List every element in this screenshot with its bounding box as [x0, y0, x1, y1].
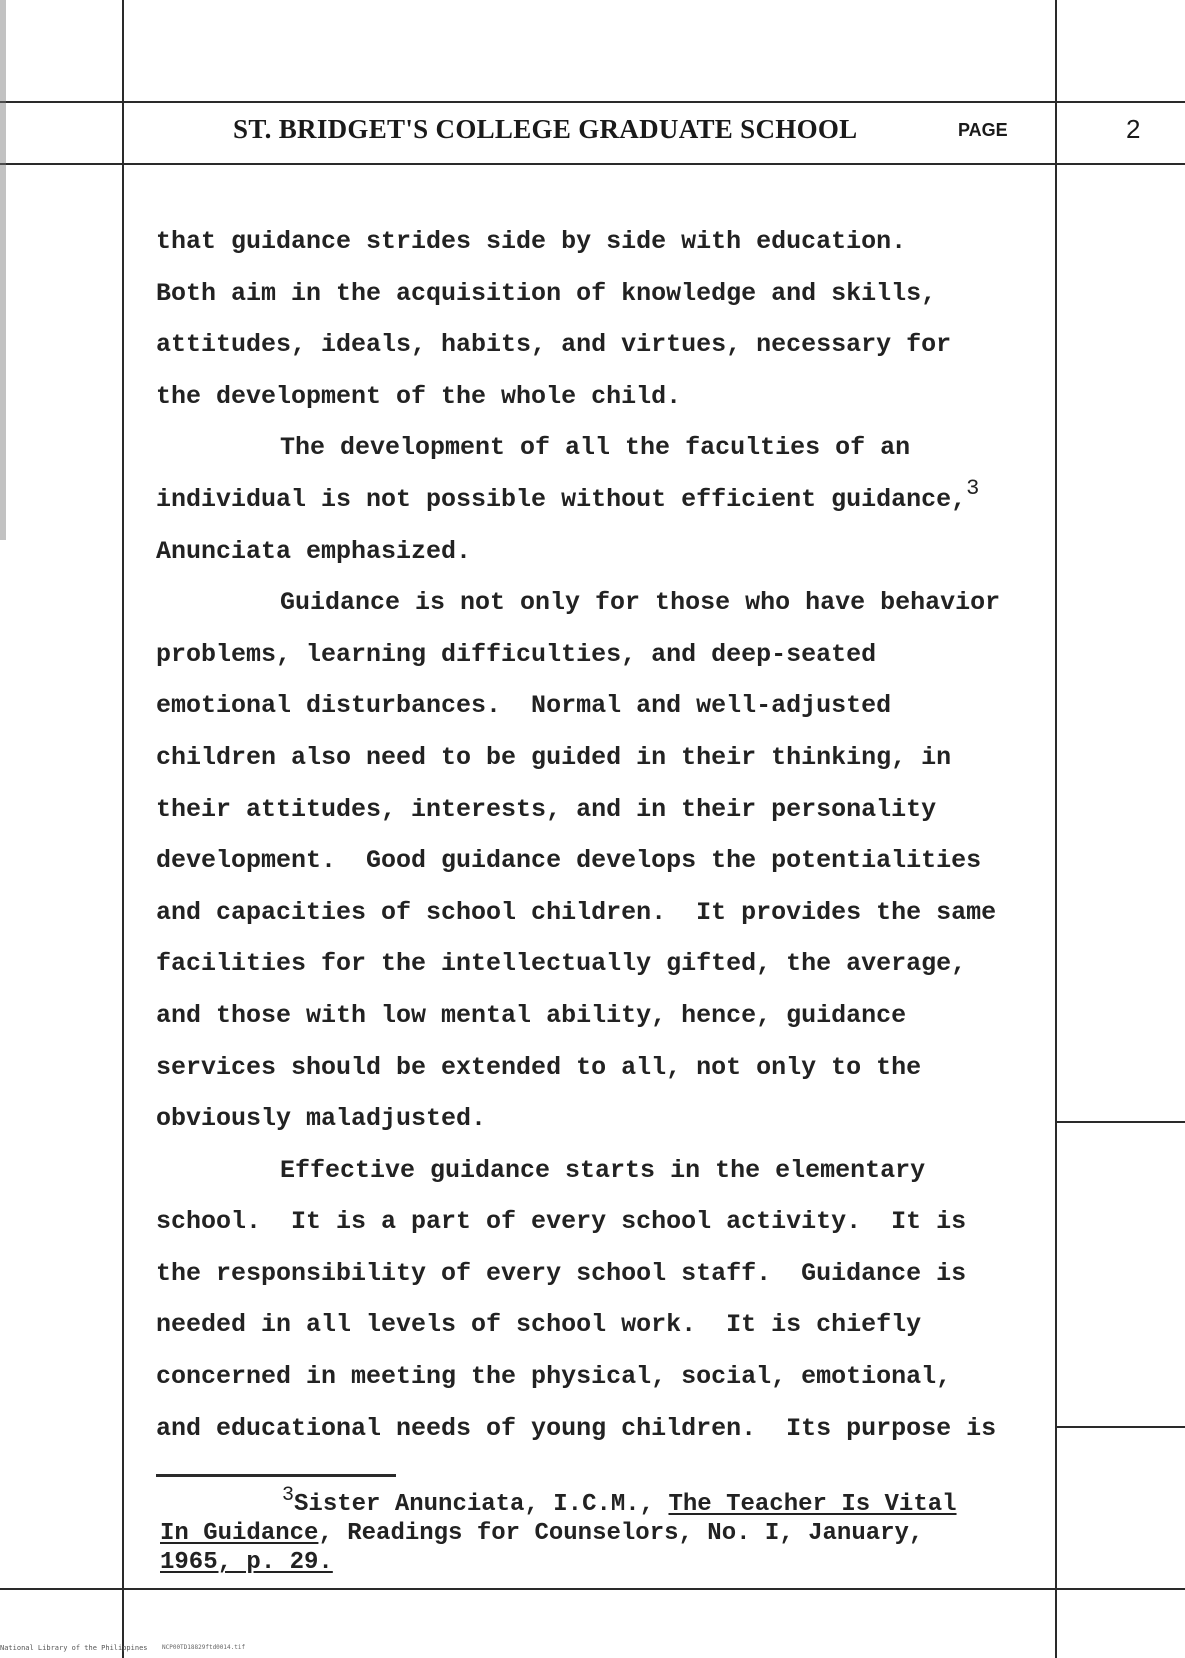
- right-tick-rule-upper: [1057, 1121, 1185, 1123]
- file-stamp: NCP00TD18829ftd0014.tif: [162, 1644, 246, 1651]
- text-line: and educational needs of young children. Its purpose is: [156, 1413, 997, 1443]
- footnote-marker: 3: [282, 1484, 295, 1507]
- text-line: attitudes, ideals, habits, and virtues, necessary for: [156, 330, 952, 360]
- text-line: facilities for the intellectually gifted, the average,: [156, 949, 967, 979]
- footnote-title-part1: The Teacher Is Vital: [668, 1491, 957, 1518]
- text-line: obviously maladjusted.: [156, 1104, 487, 1134]
- footnote-line: [160, 1548, 1040, 1577]
- text-line: the responsibility of every school staff. Guidance is: [156, 1258, 967, 1288]
- page-number: 2: [1126, 114, 1141, 144]
- text-line: emotional disturbances. Normal and well-adjusted: [156, 691, 892, 721]
- school-header-title: ST. BRIDGET'S COLLEGE GRADUATE SCHOOL: [233, 114, 858, 144]
- left-margin-line: [122, 0, 124, 1658]
- text-line: Anunciata emphasized.: [156, 536, 472, 566]
- text-line: school. It is a part of every school activity. It is: [156, 1207, 967, 1237]
- footnote: [160, 1484, 1040, 1577]
- footnote-title-part2: In Guidance: [160, 1520, 319, 1547]
- text-line: problems, learning difficulties, and deep-seated: [156, 639, 877, 669]
- text-line: and capacities of school children. It provides the same: [156, 897, 997, 927]
- footnote-author: Sister Anunciata, I.C.M.,: [294, 1491, 669, 1518]
- right-tick-rule-lower: [1057, 1426, 1185, 1428]
- page-label: PAGE: [958, 120, 1008, 140]
- footnote-date-page: 1965, p. 29.: [160, 1549, 333, 1576]
- footnote-reference: 3: [966, 475, 980, 501]
- text-line: the development of the whole child.: [156, 381, 682, 411]
- text-line: Guidance is not only for those who have behavior: [280, 588, 1001, 618]
- text-line: services should be extended to all, not only to the: [156, 1052, 922, 1082]
- footnote-separator: [156, 1474, 396, 1477]
- text-line: development. Good guidance develops the potentialities: [156, 846, 982, 876]
- footnote-line: [160, 1519, 1040, 1548]
- scan-edge-mark: [0, 0, 6, 540]
- text-line: concerned in meeting the physical, social, emotional,: [156, 1362, 952, 1392]
- footnote-source: , Readings for Counselors, No. I, January,: [318, 1520, 924, 1547]
- text-line: that guidance strides side by side with education.: [156, 227, 907, 256]
- text-line: individual is not possible without efficient guidance,: [156, 484, 967, 514]
- text-line: children also need to be guided in their thinking, in: [156, 742, 952, 772]
- text-line: and those with low mental ability, hence, guidance: [156, 1000, 907, 1030]
- bottom-rule: [0, 1588, 1185, 1590]
- footnote-line: [160, 1484, 1040, 1519]
- text-line: Effective guidance starts in the elementary: [280, 1155, 926, 1185]
- library-stamp: National Library of the Philippines: [0, 1644, 148, 1652]
- text-line: their attitudes, interests, and in their personality: [156, 794, 937, 824]
- text-line: The development of all the faculties of an: [280, 433, 911, 463]
- body-text: [156, 216, 1056, 1454]
- header-top-rule: [0, 101, 1185, 103]
- text-line-with-footnote: [156, 474, 1056, 526]
- text-line: Both aim in the acquisition of knowledge and skills,: [156, 278, 937, 308]
- text-line: needed in all levels of school work. It is chiefly: [156, 1310, 922, 1340]
- header-bottom-rule: [0, 163, 1185, 165]
